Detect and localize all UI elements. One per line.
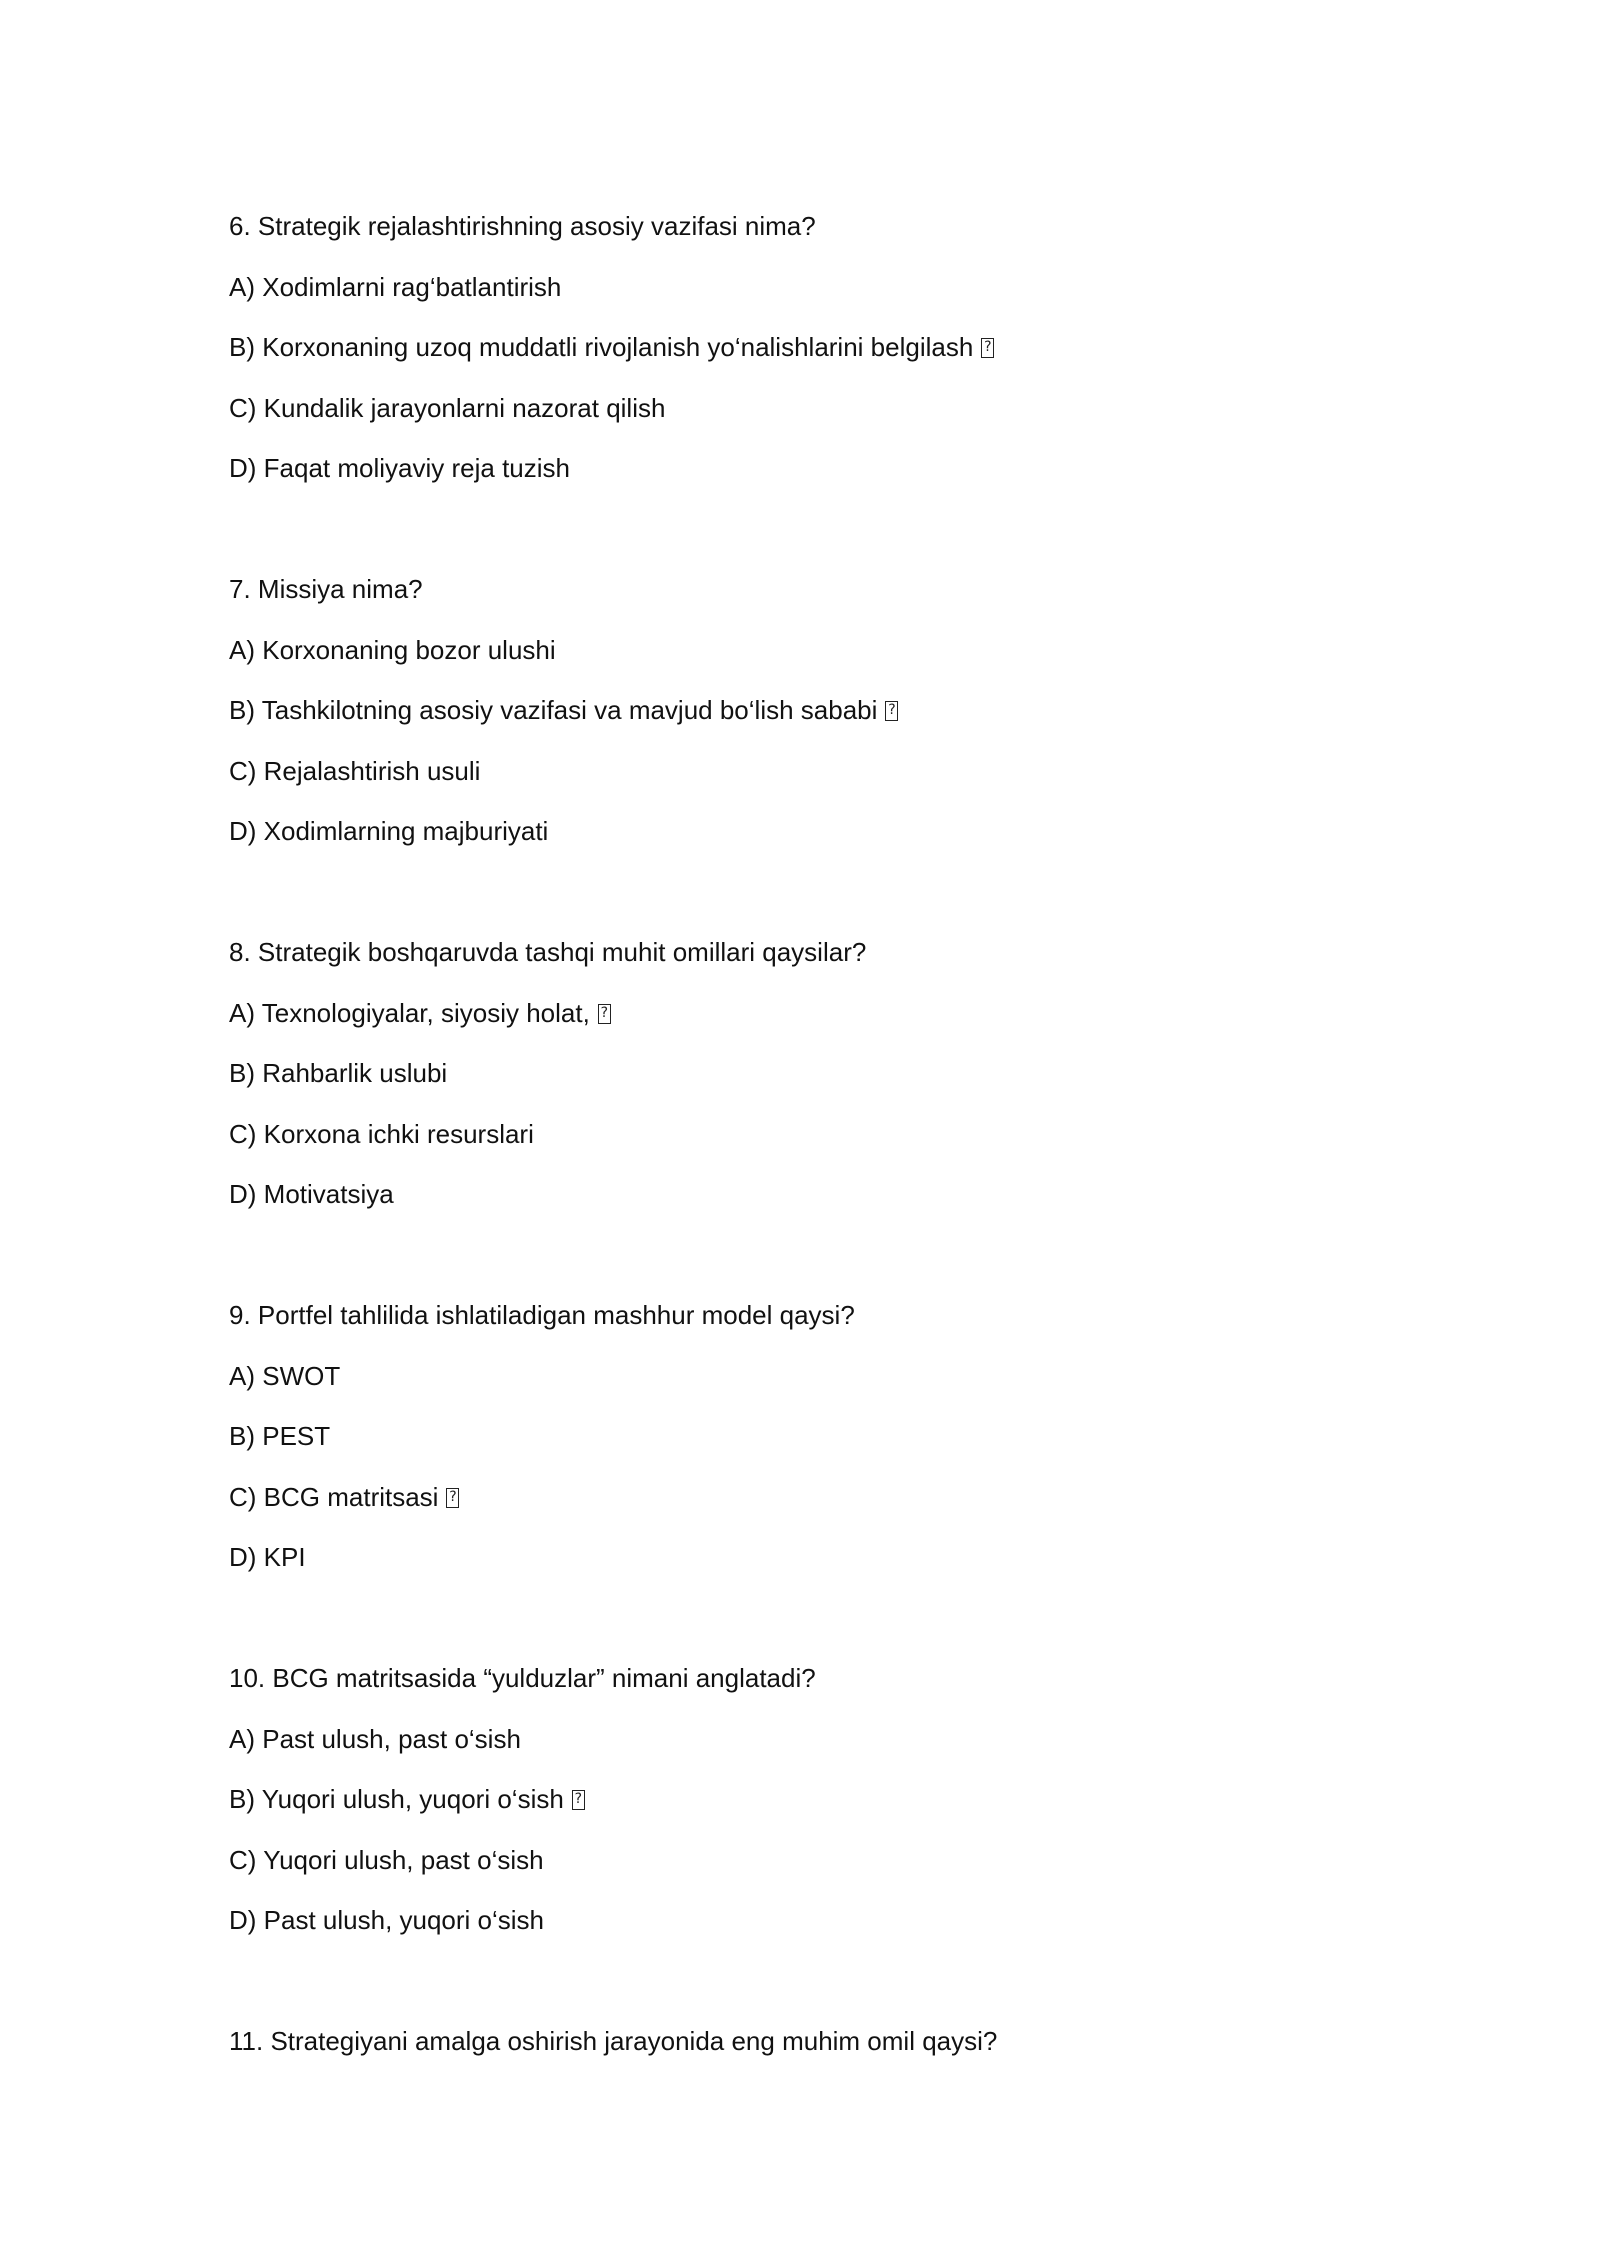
answer-option: D) Xodimlarning majburiyati xyxy=(229,816,549,846)
missing-glyph-icon xyxy=(446,1488,459,1508)
question-text: 9. Portfel tahlilida ishlatiladigan mashhur model qaysi? xyxy=(229,1300,855,1330)
blank-line xyxy=(229,1602,1379,1634)
answer-option: D) Motivatsiya xyxy=(229,1179,394,1209)
answer-option: D) KPI xyxy=(229,1542,306,1572)
question-text: 11. Strategiyani amalga oshirish jarayonida eng muhim omil qaysi? xyxy=(229,2026,998,2056)
question-list xyxy=(229,210,1379,2086)
answer-option: C) BCG matritsasi? xyxy=(229,1481,1379,1513)
answer-option: C) Korxona ichki resurslari xyxy=(229,1118,534,1149)
blank-line xyxy=(229,1239,1379,1271)
answer-option: C) Kundalik jarayonlarni nazorat qilish xyxy=(229,392,666,423)
missing-glyph-icon xyxy=(572,1790,585,1810)
missing-glyph-icon xyxy=(598,1004,611,1024)
answer-option: D) Faqat moliyaviy reja tuzish xyxy=(229,453,570,483)
answer-option: B) Korxonaning uzoq muddatli rivojlanish yo‘nalishlarini belgilash? xyxy=(229,331,1379,363)
answer-option: A) Xodimlarni rag‘batlantirish xyxy=(229,271,562,302)
blank-line xyxy=(229,876,1379,908)
question-text: 10. BCG matritsasida “yulduzlar” nimani anglatadi? xyxy=(229,1663,816,1693)
answer-option: B) Rahbarlik uslubi xyxy=(229,1058,448,1088)
question-text: 8. Strategik boshqaruvda tashqi muhit omillari qaysilar? xyxy=(229,937,867,967)
question-text: 6. Strategik rejalashtirishning asosiy vazifasi nima? xyxy=(229,211,816,241)
missing-glyph-icon xyxy=(981,338,994,358)
answer-option: C) Yuqori ulush, past o‘sish xyxy=(229,1844,544,1875)
question-text: 7. Missiya nima? xyxy=(229,574,423,604)
answer-option: C) Rejalashtirish usuli xyxy=(229,755,481,786)
blank-line xyxy=(229,513,1379,545)
answer-option: A) Korxonaning bozor ulushi xyxy=(229,634,556,665)
answer-option: A) Past ulush, past o‘sish xyxy=(229,1723,521,1754)
answer-option: B) PEST xyxy=(229,1421,331,1451)
answer-option: B) Tashkilotning asosiy vazifasi va mavjud bo‘lish sababi? xyxy=(229,694,1379,726)
answer-option: B) Yuqori ulush, yuqori o‘sish? xyxy=(229,1783,1379,1815)
answer-option: A) SWOT xyxy=(229,1360,341,1391)
missing-glyph-icon xyxy=(885,701,898,721)
answer-option: A) Texnologiyalar, siyosiy holat,? xyxy=(229,997,1379,1029)
answer-option: D) Past ulush, yuqori o‘sish xyxy=(229,1905,545,1935)
blank-line xyxy=(229,1965,1379,1997)
